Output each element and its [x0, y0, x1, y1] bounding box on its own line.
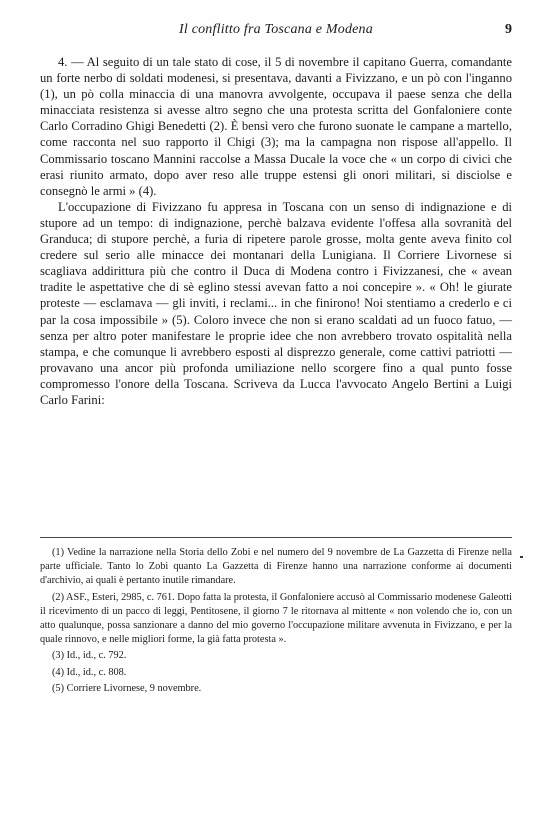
footnote-3: (3) Id., id., c. 792. [52, 650, 127, 662]
body-text [40, 54, 512, 408]
footnote-5: (5) Corriere Livornese, 9 novembre. [52, 682, 202, 694]
footnote-rule [40, 537, 512, 538]
page-number: 9 [505, 22, 512, 37]
footnote-2: (2) ASF., Esteri, 2985, c. 761. Dopo fatta la protesta, il Gonfaloniere accusò al Commissario modenese Galeotti il ricevimento di un pacco di leggi, Pentitosene, il giorno 7 le ritornava al mittente « non volendo che io, con un atto qualunque, possa sanzionare a danno del mio governo l'occupazione militare avvenuta in Fivizzano, e per la quale rinnovo, e nelle migliori forme, la già fatta protesta ». [40, 591, 512, 646]
running-header [40, 22, 512, 40]
paragraph-occupazione: L'occupazione di Fivizzano fu appresa in Toscana con un senso di indignazione e di stupore ad un tempo: di indignazione, perchè balzava evidente l'offesa alla sovranità del Granduca; di stupore perchè, a furia di ripetere parole grosse, molta gente aveva finito col credere sul serio alle minacce dei montanari della Lunigiana. Il Corriere Livornese si scagliava addirittura più che contro il Duca di Modena contro i Fivizzanesi, che « avean tradite le aspettative che di sè eglino stessi avevan fatto a noi concepire ». « Oh! le giurate proteste — esclamava — gli inviti, i reclami... in che finirono! Noi stentiamo a crederlo e ci par la cosa impossibile » (5). Coloro invece che non si erano scaldati ad un fuoco fatuo, — senza per altro poter manifestare le proprie idee che non avrebbero trovato ospitalità nella stampa, e che comunque li avrebbero esposti al disprezzo generale, come cattivi patriotti — provavano una ancor più profonda umiliazione nello scorgere fino a qual punto fosse compromesso l'onore della Toscana. Scriveva da Lucca l'avvocato Angelo Bertini a Luigi Carlo Farini: [40, 199, 512, 407]
margin-mark [520, 556, 523, 558]
footnote-4: (4) Id., id., c. 808. [52, 666, 127, 678]
paragraph-4: 4. — Al seguito di un tale stato di cose, il 5 di novembre il capitano Guerra, comandante un forte nerbo di soldati modenesi, si presentava, davanti a Fivizzano, e un pò con l'inganno (1), un pò colla minaccia di una manovra avvolgente, occupava il paese senza che della minacciata resistenza si avesse altro segno che una protesta scritta del Gonfaloniere conte Carlo Corradino Ghigi Benedetti (2). È bensì vero che furono suonate le campane a martello, come racconta nel suo rapporto il Chigi (3); ma la campagna non rispose all'appello. Il Commissario toscano Mannini raccolse a Massa Ducale la voce che « un corpo di civici che erasi riunito armato, dopo aver reso alle truppe estensi gli onori militari, si disciolse e consegnò le armi » (4). [40, 55, 512, 198]
running-title: Il conflitto fra Toscana e Modena [179, 22, 373, 37]
footnote-1: (1) Vedine la narrazione nella Storia dello Zobi e nel numero del 9 novembre de La Gazzetta di Firenze nella parte ufficiale. Tanto lo Zobi quanto La Gazzetta di Firenze hanno una narrazione conforme ai documenti d'archivio, ai quali è pertanto inutile rimandare. [40, 547, 512, 587]
footnotes [40, 546, 512, 698]
